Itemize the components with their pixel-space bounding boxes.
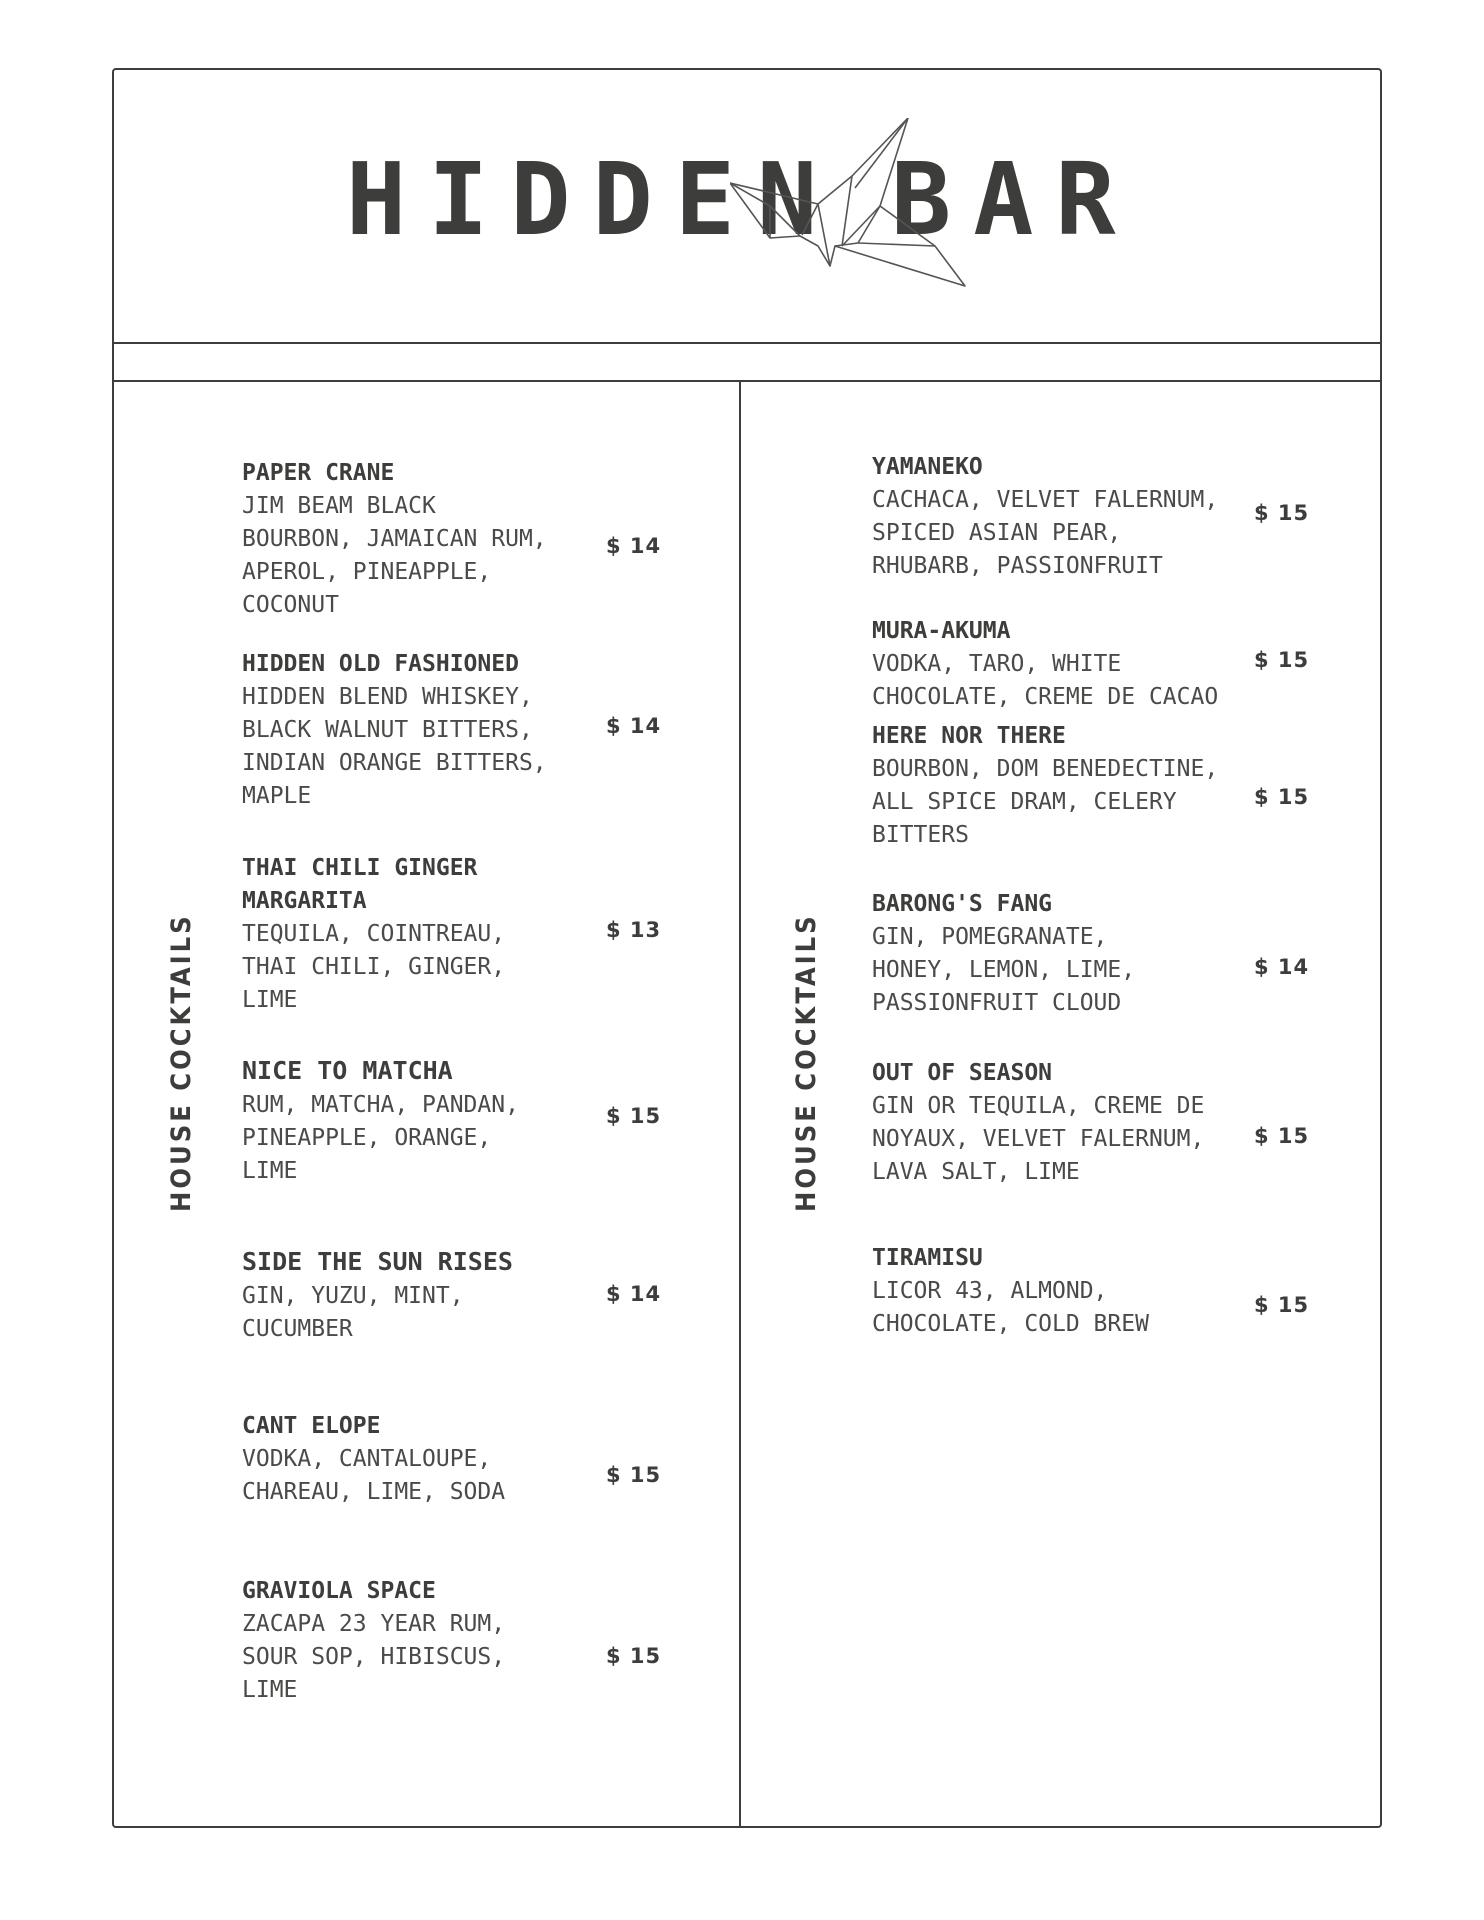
column-divider (739, 381, 741, 1828)
item-description: JIM BEAM BLACK BOURBON, JAMAICAN RUM, APEROL, PINEAPPLE, COCONUT (242, 493, 547, 618)
menu-item (872, 1057, 1252, 1189)
menu-item (242, 457, 572, 622)
menu-item (872, 451, 1252, 583)
item-name: SIDE THE SUN RISES (242, 1247, 513, 1276)
item-description: GIN, POMEGRANATE, HONEY, LEMON, LIME, PASSIONFRUIT CLOUD (872, 924, 1136, 1016)
item-description: TEQUILA, COINTREAU, THAI CHILI, GINGER, LIME (242, 921, 506, 1013)
menu-item (242, 648, 582, 813)
item-description: CACHACA, VELVET FALERNUM, SPICED ASIAN PEAR, RHUBARB, PASSIONFRUIT (872, 487, 1219, 579)
item-name: CANT ELOPE (242, 1413, 381, 1439)
menu-item (242, 1053, 582, 1188)
menu-item (872, 888, 1252, 1020)
item-description: BOURBON, DOM BENEDECTINE, ALL SPICE DRAM, CELERY BITTERS (872, 756, 1219, 848)
menu-item (872, 1242, 1252, 1341)
item-price: $ 14 (606, 714, 662, 738)
item-price: $ 15 (606, 1463, 662, 1487)
menu-item (242, 852, 582, 1017)
item-name: YAMANEKO (872, 454, 983, 480)
item-name: PAPER CRANE (242, 460, 395, 486)
menu-item (872, 720, 1252, 852)
item-description: GIN, YUZU, MINT, CUCUMBER (242, 1283, 464, 1342)
item-price: $ 14 (1254, 955, 1310, 979)
item-price: $ 15 (1254, 1124, 1310, 1148)
item-name: THAI CHILI GINGER MARGARITA (242, 855, 478, 914)
item-name: GRAVIOLA SPACE (242, 1578, 436, 1604)
menu-item (242, 1575, 582, 1707)
item-price: $ 14 (606, 1282, 662, 1306)
right-section-label: HOUSE COCKTAILS (791, 913, 822, 1212)
item-name: OUT OF SEASON (872, 1060, 1053, 1086)
item-name: NICE TO MATCHA (242, 1056, 453, 1085)
title-word-bar: BAR (891, 141, 1138, 258)
item-description: HIDDEN BLEND WHISKEY, BLACK WALNUT BITTERS, INDIAN ORANGE BITTERS, MAPLE (242, 684, 547, 809)
item-description: RUM, MATCHA, PANDAN, PINEAPPLE, ORANGE, LIME (242, 1092, 519, 1184)
item-price: $ 15 (1254, 1293, 1310, 1317)
item-price: $ 15 (606, 1104, 662, 1128)
item-description: ZACAPA 23 YEAR RUM, SOUR SOP, HIBISCUS, LIME (242, 1611, 506, 1703)
header-divider-top (112, 342, 1382, 344)
item-price: $ 15 (1254, 785, 1310, 809)
item-price: $ 14 (606, 534, 662, 558)
item-name: MURA-AKUMA (872, 618, 1011, 644)
item-description: GIN OR TEQUILA, CREME DE NOYAUX, VELVET FALERNUM, LAVA SALT, LIME (872, 1093, 1205, 1185)
item-description: LICOR 43, ALMOND, CHOCOLATE, COLD BREW (872, 1278, 1149, 1337)
menu-item (242, 1410, 582, 1509)
item-price: $ 15 (1254, 501, 1310, 525)
menu-item (872, 615, 1252, 714)
item-price: $ 15 (1254, 648, 1310, 672)
item-name: HIDDEN OLD FASHIONED (242, 651, 519, 677)
item-description: VODKA, TARO, WHITE CHOCOLATE, CREME DE CACAO (872, 651, 1219, 710)
item-price: $ 13 (606, 918, 662, 942)
paper-crane-icon (730, 118, 970, 293)
item-name: TIRAMISU (872, 1245, 983, 1271)
item-description: VODKA, CANTALOUPE, CHAREAU, LIME, SODA (242, 1446, 506, 1505)
title-word-hidden: HIDDEN (346, 141, 840, 258)
left-section-label: HOUSE COCKTAILS (166, 913, 197, 1212)
item-name: BARONG'S FANG (872, 891, 1053, 917)
item-price: $ 15 (606, 1644, 662, 1668)
menu-item (242, 1244, 582, 1346)
item-name: HERE NOR THERE (872, 723, 1066, 749)
header-divider-bottom (112, 380, 1382, 382)
